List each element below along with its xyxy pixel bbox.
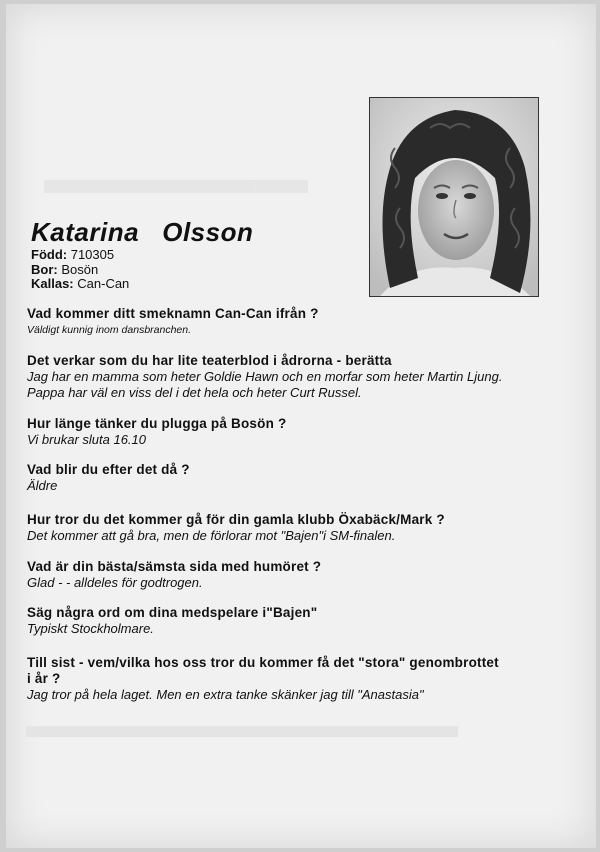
question-continued: i år ?: [27, 671, 61, 686]
called-row: [31, 277, 129, 292]
answer: Äldre: [27, 478, 58, 493]
lives-label: Bor:: [31, 261, 58, 277]
qa-item: [27, 353, 557, 401]
document-page: [6, 4, 596, 848]
born-value: 710305: [70, 247, 115, 262]
question: Hur länge tänker du plugga på Bosön ?: [27, 416, 287, 431]
personal-facts: [31, 248, 129, 292]
bleed-through-shadow: ▬▬▬▬▬: [44, 154, 308, 203]
person-name: [31, 217, 253, 248]
last-name: Olsson: [162, 217, 254, 247]
qa-item: [27, 512, 557, 544]
called-value: Can-Can: [77, 276, 130, 291]
called-label: Kallas:: [31, 276, 74, 291]
question: Hur tror du det kommer gå för din gamla klubb Öxabäck/Mark ?: [27, 512, 445, 527]
answer: Det kommer att gå bra, men de förlorar mot "Bajen"i SM-finalen.: [27, 528, 396, 543]
qa-item: [27, 416, 557, 448]
qa-item: [27, 605, 557, 637]
answer: Jag tror på hela laget. Men en extra tanke skänker jag till "Anastasia": [27, 687, 424, 702]
lives-value: Bosön: [61, 261, 99, 277]
question: Vad blir du efter det då ?: [27, 462, 190, 477]
answer: Jag har en mamma som heter Goldie Hawn och en morfar som heter Martin Ljung.: [27, 369, 503, 384]
born-label: Född:: [31, 247, 68, 262]
answer: Väldigt kunnig inom dansbranchen.: [27, 324, 192, 336]
qa-item: [27, 655, 557, 703]
question: Det verkar som du har lite teaterblod i ådrorna - berätta: [27, 353, 392, 368]
question: Säg några ord om dina medspelare i"Bajen": [27, 605, 318, 620]
qa-item: [27, 462, 557, 494]
bleed-through-shadow: ▬▬▬▬▬▬▬▬▬▬▬▬: [26, 704, 458, 745]
question: Till sist - vem/vilka hos oss tror du kommer få det "stora" genombrottet: [27, 655, 499, 670]
answer: Vi brukar sluta 16.10: [27, 432, 146, 447]
born-row: [31, 248, 129, 263]
first-name: Katarina: [31, 217, 140, 247]
answer: Glad - - alldeles för godtrogen.: [27, 575, 203, 590]
qa-item: [27, 306, 557, 338]
lives-row: [31, 263, 129, 278]
question: Vad är din bästa/sämsta sida med humöret ?: [27, 559, 322, 574]
qa-item: [27, 559, 557, 591]
portrait-photo: [369, 97, 539, 297]
answer: Typiskt Stockholmare.: [27, 621, 154, 636]
answer: Pappa har väl en viss del i det hela och heter Curt Russel.: [27, 385, 362, 400]
question: Vad kommer ditt smeknamn Can-Can ifrån ?: [27, 306, 319, 321]
portrait-image: [370, 98, 538, 296]
